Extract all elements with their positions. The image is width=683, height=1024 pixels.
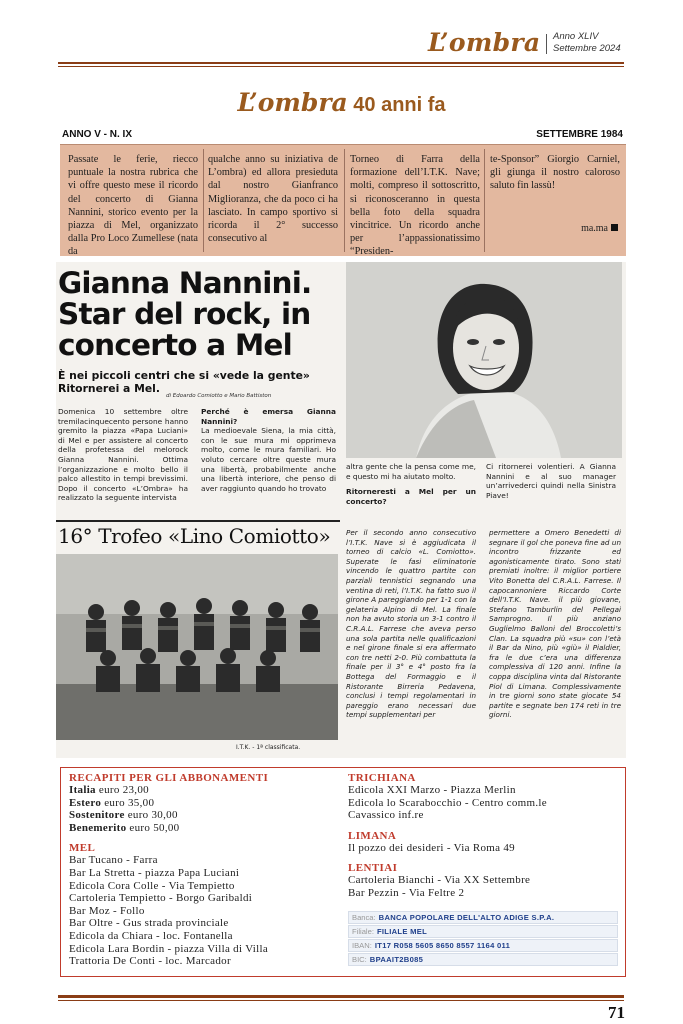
price-row	[69, 809, 339, 822]
intro-box	[60, 144, 626, 256]
price-row	[69, 822, 339, 835]
intro-column-2: qualche anno su iniziativa de L’ombra) ed allora presieduta dal nostro Gianfranco Miglioranza, che da poco ci ha lasciato. In campo sportivo si ricorda il 2° successo consecutivo al	[208, 154, 338, 245]
limana-outlet: Il pozzo dei desideri - Via Roma 49	[348, 841, 515, 854]
mel-outlet: Bar La Stretta - piazza Papa Luciani	[69, 866, 240, 879]
price-row	[69, 784, 339, 797]
intro-signature	[581, 223, 618, 234]
section-title-text: 40 anni fa	[347, 94, 446, 116]
mel-outlet: Bar Tucano - Farra	[69, 854, 158, 867]
magazine-logo: L’ombra	[428, 28, 541, 57]
price-label: Estero	[69, 796, 102, 809]
header-rule	[58, 62, 624, 64]
trichiana-title: TRICHIANA	[348, 772, 416, 784]
limana-title: LIMANA	[348, 829, 397, 842]
mel-title: MEL	[69, 842, 96, 855]
intro-column-4: te-Sponsor” Giorgio Carniel, gli giunga il nostro caloroso saluto fin lassù!	[490, 154, 620, 192]
trichiana-outlet: Cavassico inf.re	[348, 809, 424, 822]
footer-rule	[58, 995, 624, 998]
iban-label: IBAN:	[352, 941, 372, 950]
price-label: Benemerito	[69, 821, 127, 834]
bank-row	[348, 911, 618, 924]
price-value: euro 35,00	[101, 796, 155, 809]
mel-outlet: Edicola da Chiara - loc. Fontanella	[69, 929, 233, 942]
clipping-column-2	[201, 407, 336, 493]
branch-label: Filiale:	[352, 927, 374, 936]
column-divider	[203, 149, 204, 252]
subscription-left-column	[69, 772, 339, 968]
iban-value: IT17 R058 5605 8650 8557 1164 011	[374, 941, 511, 950]
bic-row	[348, 953, 618, 966]
price-value: euro 23,00	[95, 784, 149, 796]
footer-rule-thin	[58, 1000, 624, 1001]
interview-question-2: Ritorneresti a Mel per un concerto?	[346, 487, 476, 506]
end-square-icon	[611, 224, 618, 231]
team-photo-caption: I.T.K. - 1ª classificata.	[236, 744, 301, 751]
newspaper-clipping	[56, 262, 626, 758]
clipping-byline: di Edoardo Comiotto e Mario Battiston	[166, 393, 272, 399]
price-value: euro 50,00	[126, 821, 180, 834]
clipping-column-5: Per il secondo anno consecutivo l’I.T.K. Nave si è aggiudicata il torneo di calcio «L. Comiotto». Superate le fasi eliminatorie vincendo le quattro partite con parziali tennistici segnando una ventina di reti, l’I.T.K. ha fatto suo il girone A pareggiando per 1-1 con la gelateria Alpino di Mel. La finale non ha avuto storia un 3-1 contro il C.R.A.L. Farrese che aveva perso una sola partita nelle qualificazioni e nel girone finale si era affermato con tre netti 2-0. Più combattuta la finale per il 3° e 4° posto fra la Bottega del Formaggio e il Ristorante Birreria Pedavena, conclusi i tempi regolamentari in pareggio erano necessari due tempi supplementari per	[346, 528, 476, 720]
portrait-image	[346, 262, 622, 458]
clipping-column-3	[346, 462, 476, 506]
bank-name: BANCA POPOLARE DELL'ALTO ADIGE S.P.A.	[378, 913, 555, 922]
header-rule-thin	[58, 66, 624, 67]
interview-answer: La medioevale Siena, la mia città, con le sue mura mi opprimeva molto, come le mura familiari. Ho voluto cercare oltre queste mura una libertà, probabilmente anche una libertà interiore, che penso di aver raggiunto quando ho trovato	[201, 426, 336, 493]
branch-row	[348, 925, 618, 938]
lentiai-title: LENTIAI	[348, 862, 398, 875]
branch-name: FILIALE MEL	[376, 927, 428, 936]
interview-question: Perché è emersa Gianna Nannini?	[201, 407, 336, 426]
issue-year: Anno XLIV	[553, 31, 599, 42]
subscription-title: RECAPITI PER GLI ABBONAMENTI	[69, 772, 269, 784]
subscription-box	[60, 767, 626, 977]
issue-date: Settembre 2024	[553, 43, 621, 54]
old-issue-date: SETTEMBRE 1984	[536, 129, 623, 140]
mel-outlet: Cartoleria Tempietto - Borgo Garibaldi	[69, 892, 253, 905]
mel-outlet: Bar Oltre - Gus strada provinciale	[69, 917, 229, 930]
signature-text: ma.ma	[581, 223, 608, 234]
section-title	[0, 88, 683, 117]
clipping-headline: Gianna Nannini. Star del rock, in concerto a Mel	[58, 266, 312, 362]
clipping-column-6: permettere a Omero Benedetti di segnare il gol che poneva fine ad un incontro frizzante ed agonisticamente tirato. Sono stati premiati inoltre: il miglior portiere Vito Bonetta del C.R.A.L. Farrese. Il capocannoniere Riccardo Corte dell’I.T.K. Nave. il più giovane, Stefano Tamburlin del Pellegai Samprogno. Il più anziano Guglielmo Balloni del Broccoletti’s Clan. La squadra più «su» con l’età il Bar da Nino, più «giù» il Pialdier, fra le due c’era una differenza complessiva di 120 anni. Infine la coppa disciplina vinta dal Ristorante Piol di Limana. Complessivamente in tre giorni sono state giocate 54 partite e segnate ben 174 reti in tre giorni.	[489, 528, 621, 720]
clipping-subhead: È nei piccoli centri che si «vede la gente» Ritornerei a Mel.	[58, 369, 310, 395]
price-label: Sostenitore	[69, 809, 125, 822]
team-photo	[56, 554, 338, 740]
intro-column-1: Passate le ferie, riecco puntuale la nostra rubrica che vi offre questo mese il ricordo del concerto di Gianna Nannini, storico evento per la piazza di Mel, organizzato dalla Pro Loco Zumellese (nata da	[68, 154, 198, 258]
bank-details	[348, 911, 618, 967]
issue-meta	[553, 31, 621, 55]
iban-row	[348, 939, 618, 952]
bic-value: BPAAIT2B085	[369, 955, 424, 964]
column-divider	[484, 149, 485, 252]
header-separator	[546, 34, 547, 54]
mel-outlet: Edicola Cora Colle - Via Tempietto	[69, 879, 235, 892]
bank-label: Banca:	[352, 913, 376, 922]
price-row	[69, 797, 339, 810]
mel-outlet: Bar Moz - Follo	[69, 904, 145, 917]
trophy-rule	[56, 520, 340, 522]
old-issue-number: ANNO V - N. IX	[62, 129, 133, 140]
mel-outlet: Edicola Lara Bordin - piazza Villa di Villa	[69, 942, 269, 955]
price-value: euro 30,00	[124, 809, 178, 822]
clipping-column-1: Domenica 10 settembre oltre tremilacinquecento persone hanno gremito la piazza «Papa Luciani» di Mel e per assistere al concerto della profetessa del melorock Gianna Nannini. Ottima l’organizzazione e molto bello il palco allestito in tempi brevissimi. Dopo il concerto «L’Ombra» ha realizzato la seguente intervista	[58, 407, 188, 503]
lentiai-outlet: Bar Pezzin - Via Feltre 2	[348, 886, 465, 899]
price-label: Italia	[69, 784, 96, 796]
subscription-right-column	[348, 772, 620, 900]
team-image	[56, 554, 338, 740]
page-number: 71	[608, 1003, 625, 1022]
interview-answer-end: altra gente che la pensa come me, e questo mi ha aiutato molto.	[346, 462, 476, 481]
trophy-headline: 16° Trofeo «Lino Comiotto»	[58, 524, 331, 548]
clipping-column-4: Ci ritornerei volentieri. A Gianna Nannini e al suo manager un’arrivederci quindi nella Sinistra Piave!	[486, 462, 616, 500]
bic-label: BIC:	[352, 955, 367, 964]
trichiana-outlet: Edicola lo Scarabocchio - Centro comm.le	[348, 796, 547, 809]
section-logo: L’ombra	[237, 88, 348, 117]
portrait-photo	[346, 262, 622, 458]
lentiai-outlet: Cartoleria Bianchi - Via XX Settembre	[348, 874, 531, 887]
mel-outlet: Trattoria De Conti - loc. Marcador	[69, 955, 231, 968]
intro-column-3: Torneo di Farra della formazione dell’I.T.K. Nave; molti, compreso il sottoscritto, si riconosceranno in questa bella foto della squadra vincitrice. Un ricordo anche per l’appassionatissimo “Presiden-	[350, 154, 480, 258]
trichiana-outlet: Edicola XXI Marzo - Piazza Merlin	[348, 784, 516, 796]
column-divider	[344, 149, 345, 252]
